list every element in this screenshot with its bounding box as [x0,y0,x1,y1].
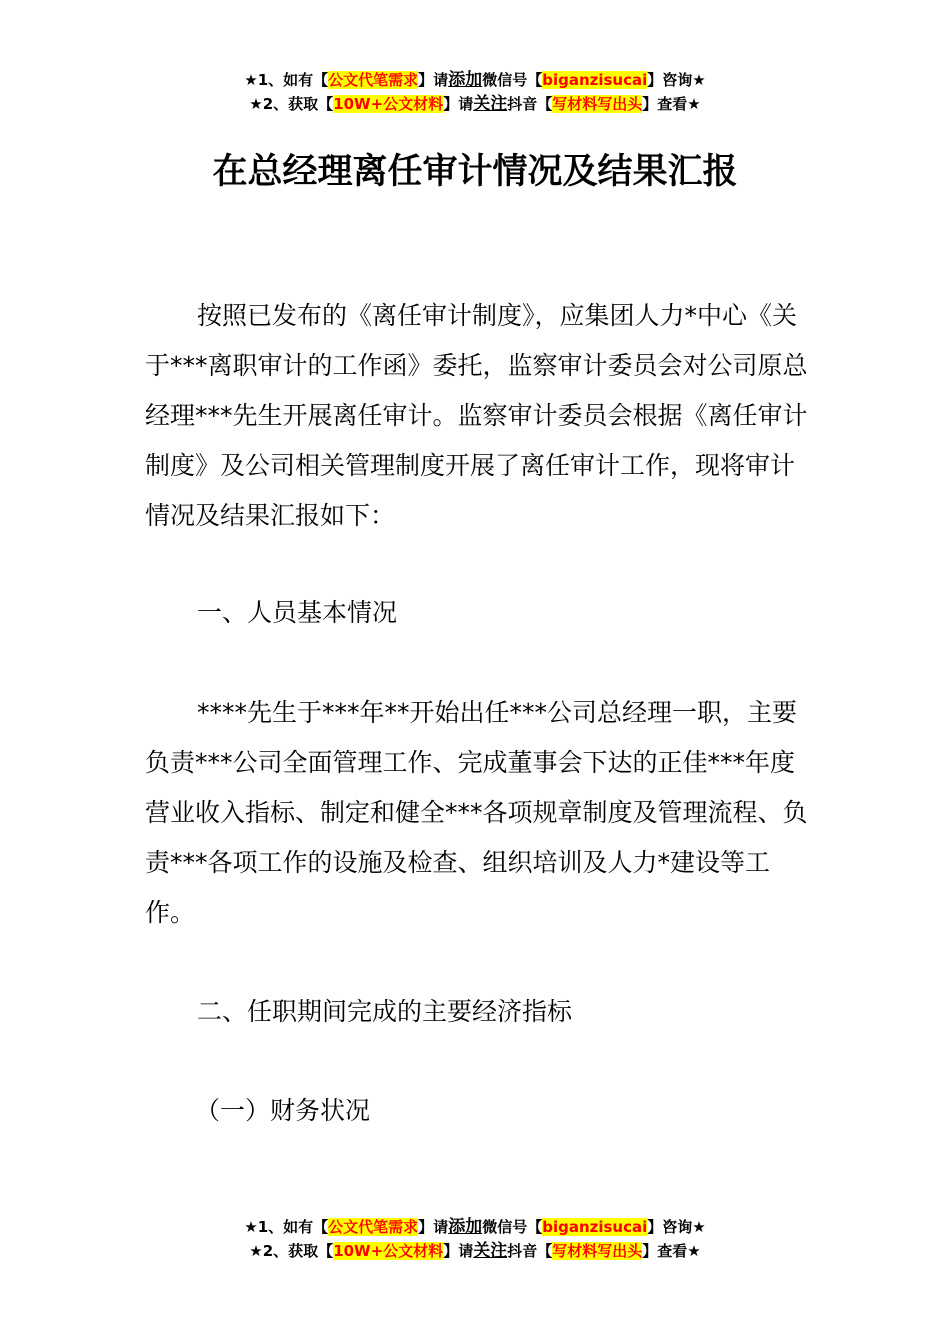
banner-line-1: ★1、如有【公文代笔需求】请添加微信号【biganzisucai】咨询★ [244,1217,706,1237]
footer-banner [0,1215,950,1263]
subsection-heading-financial: （一）财务状况 [195,1096,371,1125]
document-title: 在总经理离任审计情况及结果汇报 [212,152,738,192]
highlight-materials: 10W+公文材料 [333,95,444,113]
intro-paragraph: 按照已发布的《离任审计制度》，应集团人力*中心《关于***离职审计的工作函》委托，监察审计委员会对公司原总经理***先生开展离任审计。监察审计委员会根据《离任审计制度》及公司相关管理制度开展了离任审计工作，现将审计情况及结果汇报如下： [145,301,808,530]
section-heading-economic-indicators: 二、任职期间完成的主要经济指标 [197,997,573,1026]
highlight-wechat-id: biganzisucai [542,1218,648,1236]
header-banner [0,68,950,116]
personnel-paragraph: ****先生于***年**开始出任***公司总经理一职，主要负责***公司全面管理工作、完成董事会下达的正佳***年度营业收入指标、制定和健全***各项规章制度及管理流程、负责***各项工作的设施及检查、组织培训及人力*建设等工作。 [145,698,808,927]
highlight-service: 公文代笔需求 [328,71,419,89]
banner-line-2: ★2、获取【10W+公文材料】请关注抖音【写材料写出头】查看★ [249,1241,701,1261]
highlight-douyin: 写材料写出头 [552,95,643,113]
section-heading-personnel: 一、人员基本情况 [197,598,398,627]
banner-line-1: ★1、如有【公文代笔需求】请添加微信号【biganzisucai】咨询★ [244,70,706,90]
highlight-douyin: 写材料写出头 [552,1242,643,1260]
highlight-wechat-id: biganzisucai [542,71,648,89]
banner-line-2: ★2、获取【10W+公文材料】请关注抖音【写材料写出头】查看★ [249,94,701,114]
highlight-materials: 10W+公文材料 [333,1242,444,1260]
highlight-service: 公文代笔需求 [328,1218,419,1236]
